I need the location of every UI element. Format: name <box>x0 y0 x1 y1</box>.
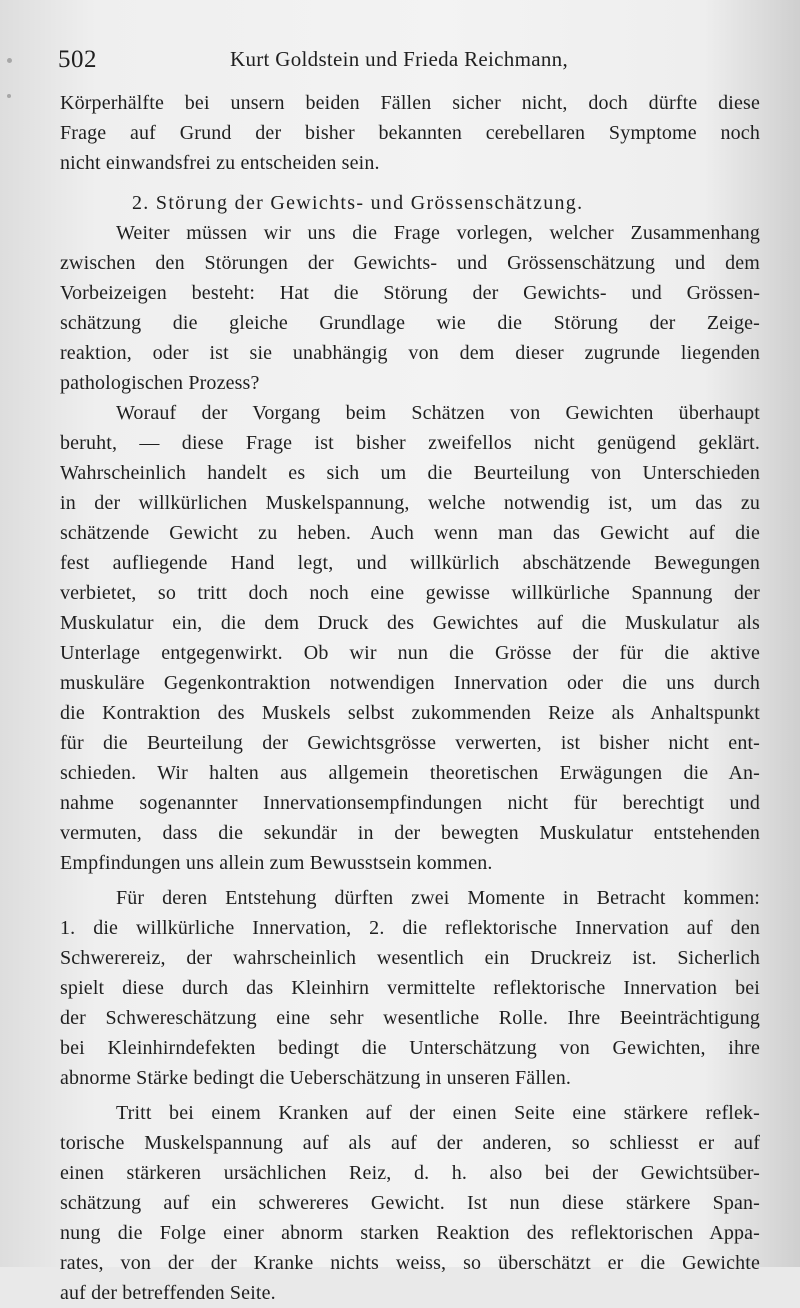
text-line: die Kontraktion des Muskels selbst zukommenden Reize als Anhaltspunkt <box>60 702 760 724</box>
intro-paragraph <box>60 88 760 178</box>
text-line: reaktion, oder ist sie unabhängig von dem dieser zugrunde liegenden <box>60 342 760 364</box>
text-line: schätzende Gewicht zu heben. Auch wenn man das Gewicht auf die <box>60 522 760 544</box>
text-line: fest aufliegende Hand legt, und willkürlich abschätzende Bewegungen <box>60 552 760 574</box>
text-line: Muskulatur ein, die dem Druck des Gewichtes auf die Muskulatur als <box>60 612 760 634</box>
text-line: schätzung die gleiche Grundlage wie die Störung der Zeige- <box>60 312 760 334</box>
running-head: Kurt Goldstein und Frieda Reichmann, <box>230 47 568 71</box>
paragraph-4 <box>60 1098 760 1308</box>
text-line: Wahrscheinlich handelt es sich um die Beurteilung von Unterschieden <box>60 462 760 484</box>
text-line: für die Beurteilung der Gewichtsgrösse verwerten, ist bisher nicht ent- <box>60 732 760 754</box>
text-line: schieden. Wir halten aus allgemein theoretischen Erwägungen die An- <box>60 762 760 784</box>
text-line: pathologischen Prozess? <box>60 372 260 394</box>
text-line: verbietet, so tritt doch noch eine gewisse willkürliche Spannung der <box>60 582 760 604</box>
text-line: nicht einwandsfrei zu entscheiden sein. <box>60 152 380 174</box>
text-line: auf der betreffenden Seite. <box>60 1282 276 1304</box>
page-number: 502 <box>58 46 97 73</box>
text-line: in der willkürlichen Muskelspannung, welche notwendig ist, um das zu <box>60 492 760 514</box>
text-line: zwischen den Störungen der Gewichts- und Grössenschätzung und dem <box>60 252 760 274</box>
paragraph-1 <box>60 218 760 398</box>
text-line: Worauf der Vorgang beim Schätzen von Gewichten überhaupt <box>116 402 760 424</box>
text-line: Schwerereiz, der wahrscheinlich wesentlich ein Druckreiz ist. Sicherlich <box>60 947 760 969</box>
text-line: schätzung auf ein schwereres Gewicht. Ist nun diese stärkere Span- <box>60 1192 760 1214</box>
text-line: Für deren Entstehung dürften zwei Momente in Betracht kommen: <box>116 887 760 909</box>
text-line: Frage auf Grund der bisher bekannten cerebellaren Symptome noch <box>60 122 760 144</box>
body-text <box>60 88 760 1308</box>
text-line: torische Muskelspannung auf als auf der anderen, so schliesst er auf <box>60 1132 760 1154</box>
text-line: bei Kleinhirndefekten bedingt die Unterschätzung von Gewichten, ihre <box>60 1037 760 1059</box>
text-line: Unterlage entgegenwirkt. Ob wir nun die Grösse der für die aktive <box>60 642 760 664</box>
text-line: Weiter müssen wir uns die Frage vorlegen, welcher Zusammenhang <box>116 222 760 244</box>
text-line: beruht, — diese Frage ist bisher zweifellos nicht genügend geklärt. <box>60 432 760 454</box>
paragraph-3 <box>60 883 760 1093</box>
text-line: Körperhälfte bei unsern beiden Fällen sicher nicht, doch dürfte diese <box>60 92 760 114</box>
text-line: muskuläre Gegenkontraktion notwendigen Innervation oder die uns durch <box>60 672 760 694</box>
text-line: nung die Folge einer abnorm starken Reaktion des reflektorischen Appa- <box>60 1222 760 1244</box>
text-line: spielt diese durch das Kleinhirn vermittelte reflektorische Innervation bei <box>60 977 760 999</box>
page-header <box>58 46 748 80</box>
text-line: Tritt bei einem Kranken auf der einen Seite eine stärkere reflek- <box>116 1102 760 1124</box>
text-line: Empfindungen uns allein zum Bewusstsein kommen. <box>60 852 493 874</box>
margin-speck <box>7 94 11 98</box>
text-line: nahme sogenannter Innervationsempfindungen nicht für berechtigt und <box>60 792 760 814</box>
text-line: einen stärkeren ursächlichen Reiz, d. h. also bei der Gewichtsüber- <box>60 1162 760 1184</box>
text-line: vermuten, dass die sekundär in der bewegten Muskulatur entstehenden <box>60 822 760 844</box>
text-line: abnorme Stärke bedingt die Ueberschätzung in unseren Fällen. <box>60 1067 572 1089</box>
text-line: 1. die willkürliche Innervation, 2. die reflektorische Innervation auf den <box>60 917 760 939</box>
text-line: Vorbeizeigen besteht: Hat die Störung der Gewichts- und Grössen- <box>60 282 760 304</box>
text-line: rates, von der der Kranke nichts weiss, so überschätzt er die Gewichte <box>60 1252 760 1274</box>
margin-speck <box>7 58 12 63</box>
section-heading: 2. Störung der Gewichts- und Grössenschätzung. <box>132 192 584 214</box>
paragraph-2 <box>60 398 760 878</box>
text-line: der Schwereschätzung eine sehr wesentliche Rolle. Ihre Beeinträchtigung <box>60 1007 760 1029</box>
